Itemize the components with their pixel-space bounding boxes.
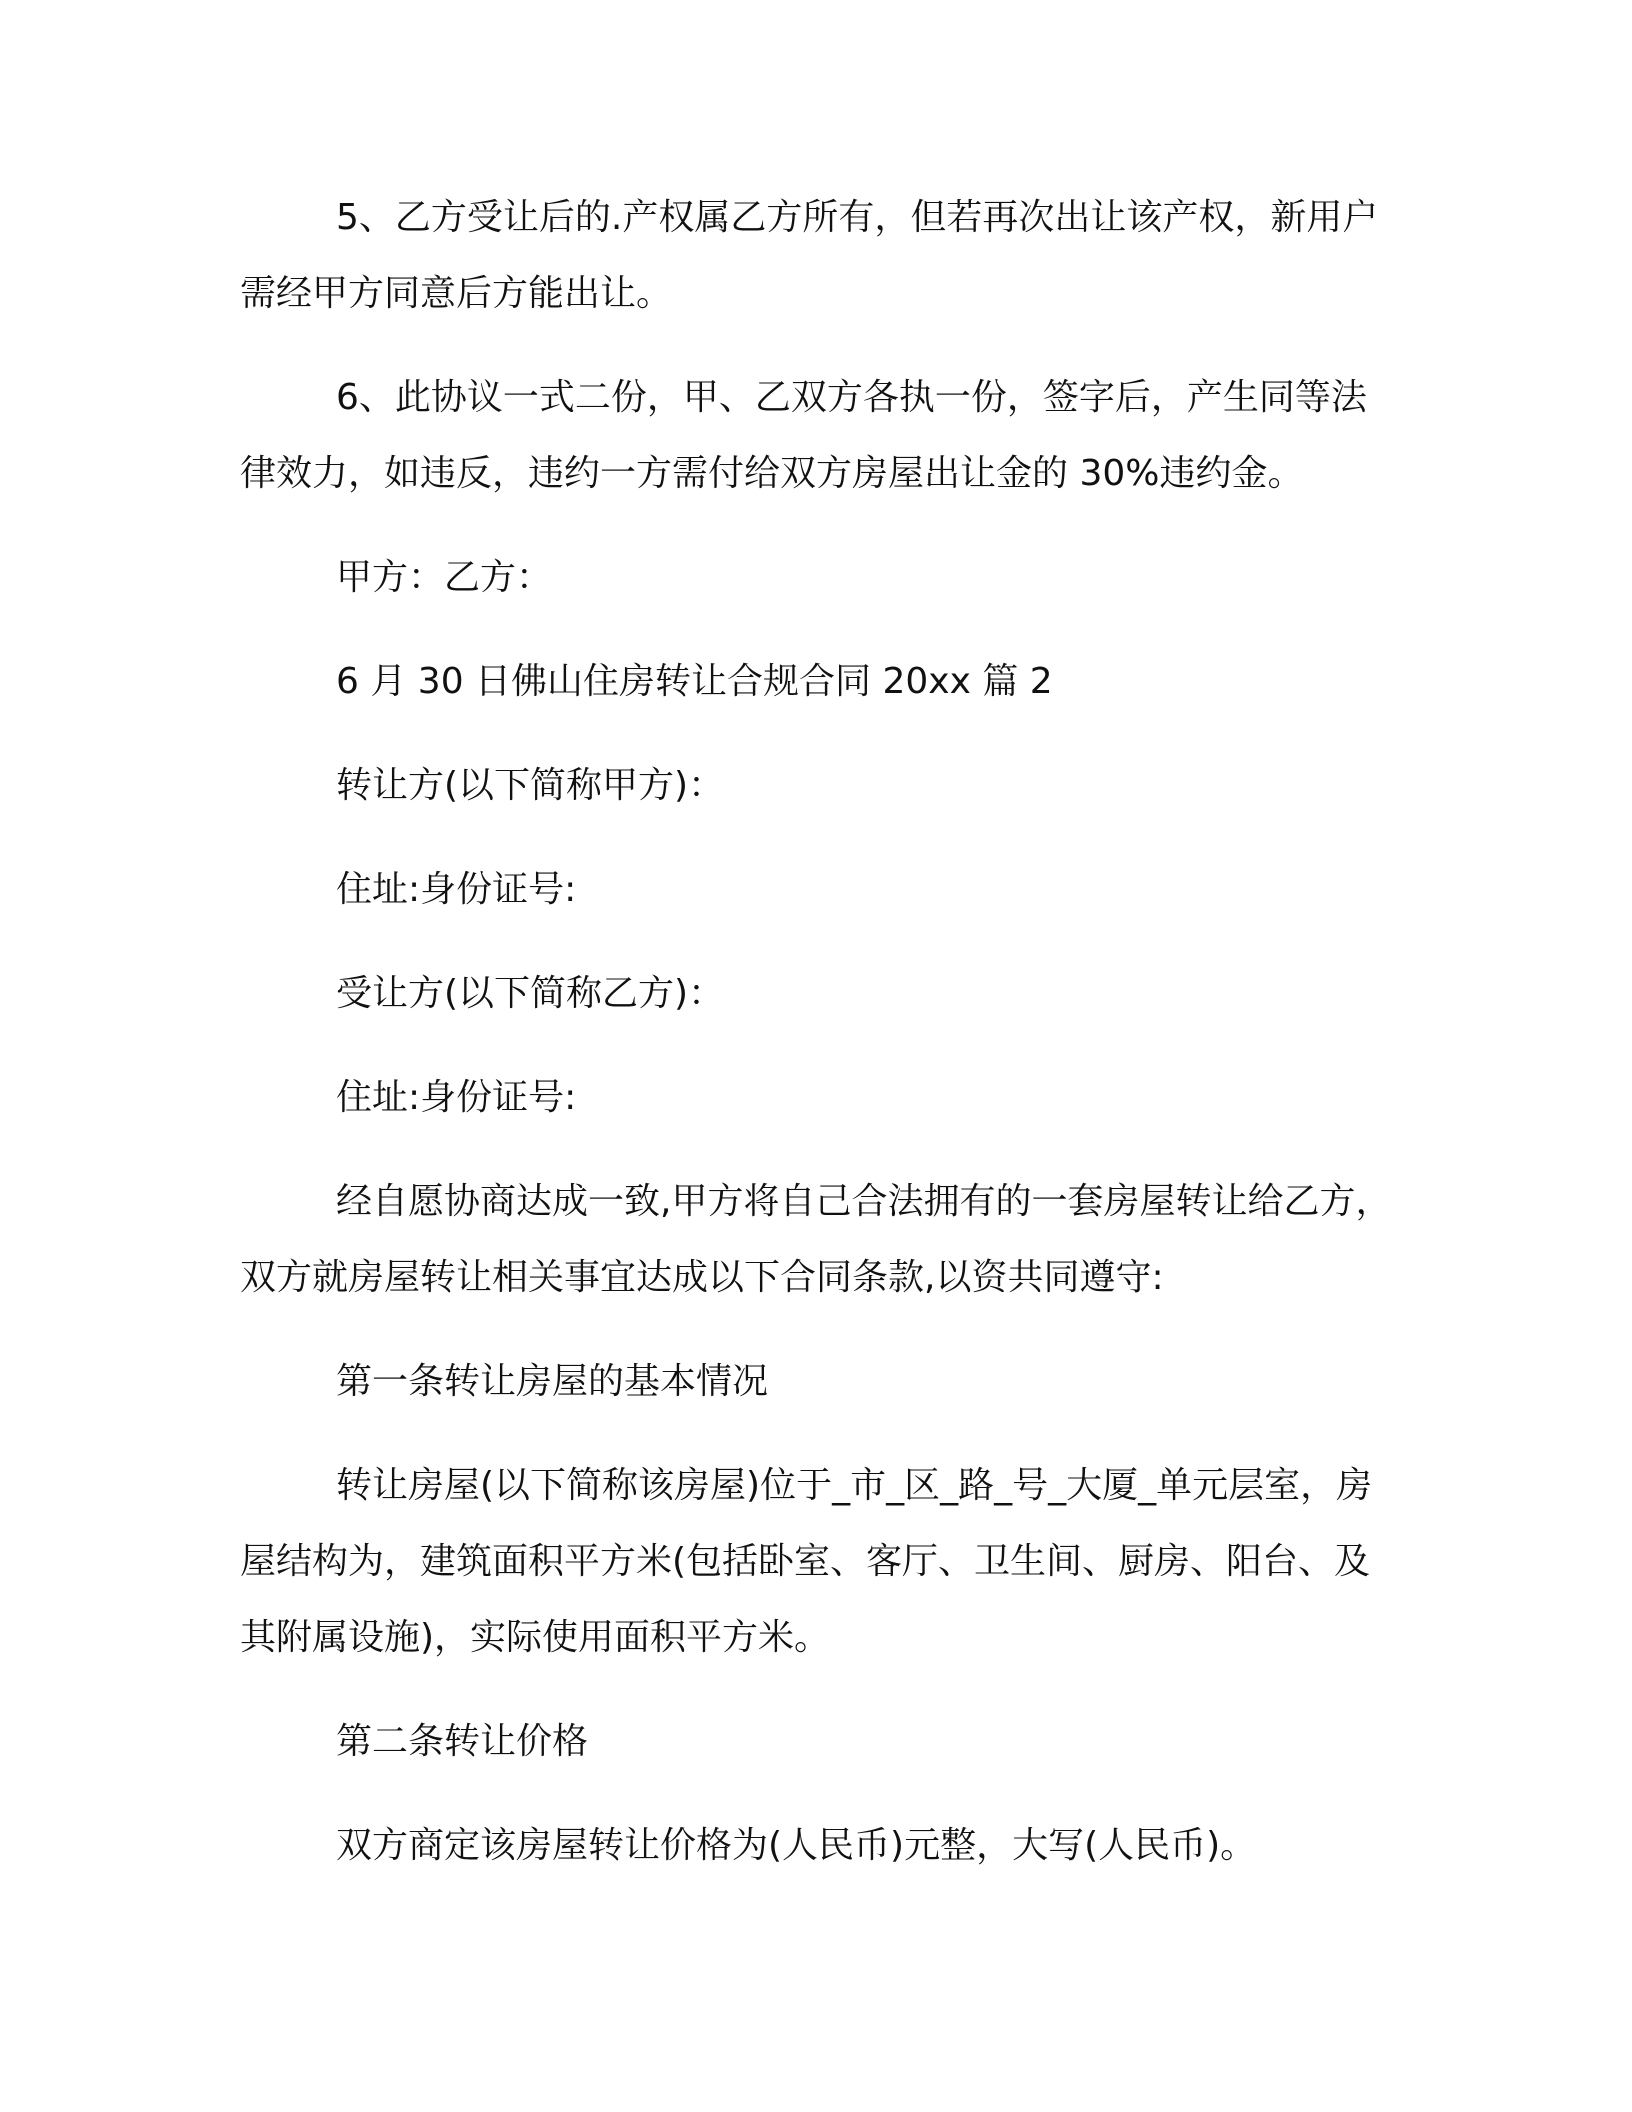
transferee-line: 受让方(以下简称乙方)： (336, 973, 725, 1014)
signature-line: 甲方：乙方： (336, 557, 553, 598)
transferor-line: 转让方(以下简称甲方)： (336, 765, 725, 806)
document-body (240, 180, 1400, 1912)
clause-6-paragraph: 6、此协议一式二份，甲、乙双方各执一份，签字后，产生同等法律效力，如违反，违约一方需付给双方房屋出让金的 30%违约金。 (240, 377, 1367, 494)
article-1-paragraph: 转让房屋(以下简称该房屋)位于_市_区_路_号_大厦_单元层室，房屋结构为，建筑面积平方米(包括卧室、客厅、卫生间、厨房、阳台、及其附属设施)，实际使用面积平方米。 (240, 1465, 1373, 1658)
article-2-paragraph: 双方商定该房屋转让价格为(人民币)元整，大写(人民币)。 (336, 1825, 1257, 1866)
article-1-heading: 第一条转让房屋的基本情况 (336, 1361, 769, 1402)
article-2-heading: 第二条转让价格 (336, 1721, 589, 1762)
clause-5-paragraph: 5、乙方受让后的.产权属乙方所有，但若再次出让该产权，新用户需经甲方同意后方能出让。 (240, 197, 1379, 314)
preamble-paragraph: 经自愿协商达成一致,甲方将自己合法拥有的一套房屋转让给乙方，双方就房屋转让相关事宜达成以下合同条款,以资共同遵守: (240, 1181, 1392, 1298)
contract-title: 6 月 30 日佛山住房转让合规合同 20xx 篇 2 (336, 661, 1053, 702)
transferee-address-line: 住址:身份证号: (336, 1077, 577, 1118)
transferor-address-line: 住址:身份证号: (336, 869, 577, 910)
